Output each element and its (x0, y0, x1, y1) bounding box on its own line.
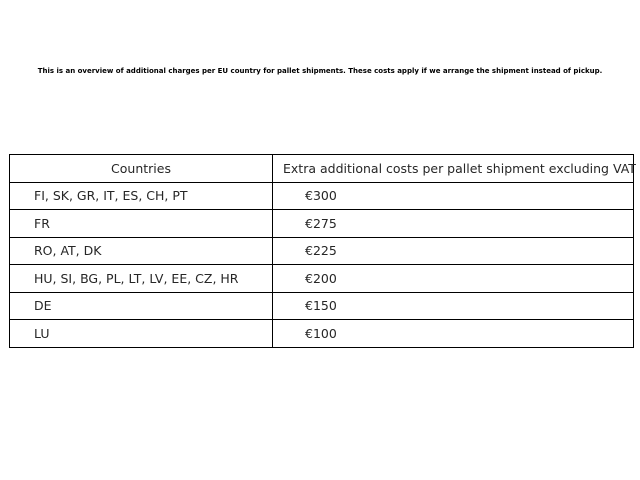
table-header-row (10, 155, 634, 183)
cost-cell: €100 (273, 320, 634, 348)
table-row (10, 320, 634, 348)
table-row (10, 210, 634, 238)
countries-cell: HU, SI, BG, PL, LT, LV, EE, CZ, HR (10, 265, 273, 293)
table-row (10, 182, 634, 210)
cost-cell: €150 (273, 292, 634, 320)
cost-cell: €225 (273, 237, 634, 265)
cost-cell: €300 (273, 182, 634, 210)
countries-cell: FI, SK, GR, IT, ES, CH, PT (10, 182, 273, 210)
countries-cell: LU (10, 320, 273, 348)
cost-cell: €200 (273, 265, 634, 293)
column-header-costs: Extra additional costs per pallet shipment excluding VAT (273, 155, 634, 183)
charges-table (9, 154, 634, 348)
table-row (10, 265, 634, 293)
countries-cell: DE (10, 292, 273, 320)
table-row (10, 237, 634, 265)
intro-text: This is an overview of additional charges per EU country for pallet shipments. These costs apply if we arrange the shipment instead of pickup. (37, 67, 603, 75)
countries-cell: FR (10, 210, 273, 238)
column-header-countries: Countries (10, 155, 273, 183)
table-row (10, 292, 634, 320)
cost-cell: €275 (273, 210, 634, 238)
countries-cell: RO, AT, DK (10, 237, 273, 265)
